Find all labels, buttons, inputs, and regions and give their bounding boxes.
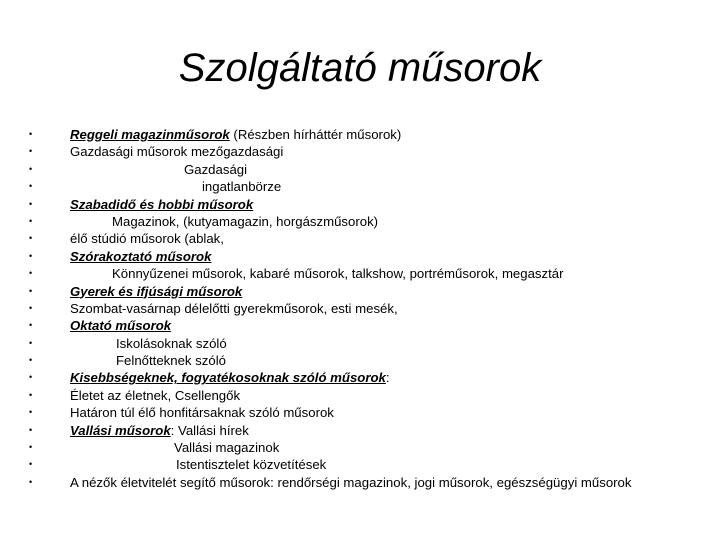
list-item bbox=[0, 456, 720, 473]
list-item-text bbox=[70, 265, 564, 282]
list-item-label: : bbox=[385, 370, 390, 386]
list-item-text bbox=[70, 143, 283, 160]
bullet-icon: • bbox=[29, 355, 33, 366]
list-item-text bbox=[70, 283, 242, 300]
bullet-icon: • bbox=[29, 181, 33, 192]
list-item-text bbox=[70, 126, 401, 143]
list-item-label: Magazinok, (kutyamagazin, horgászműsorok) bbox=[112, 213, 379, 229]
list-item-text bbox=[70, 300, 398, 317]
bullet-icon: • bbox=[29, 302, 33, 313]
list-item-label: Könnyűzenei műsorok, kabaré műsorok, talkshow, portréműsorok, megasztár bbox=[112, 266, 564, 282]
bullet-icon: • bbox=[29, 407, 33, 418]
list-item bbox=[0, 213, 720, 230]
category-heading: Szórakoztató műsorok bbox=[70, 248, 212, 264]
list-item bbox=[0, 143, 720, 160]
list-item bbox=[0, 317, 720, 334]
list-item bbox=[0, 439, 720, 456]
list-item-label: Életet az életnek, Csellengők bbox=[70, 387, 241, 403]
list-item bbox=[0, 404, 720, 421]
list-item-text bbox=[70, 196, 253, 213]
list-item-text bbox=[70, 230, 224, 247]
list-item-label: Gazdasági műsorok mezőgazdasági bbox=[70, 144, 284, 160]
list-item bbox=[0, 352, 720, 369]
list-item-label: ingatlanbörze bbox=[202, 179, 282, 195]
list-item-label: Gazdasági bbox=[184, 161, 248, 177]
list-item-text bbox=[70, 474, 632, 491]
list-item bbox=[0, 422, 720, 439]
bullet-icon: • bbox=[29, 198, 33, 209]
list-item bbox=[0, 196, 720, 213]
bullet-icon: • bbox=[29, 389, 33, 400]
bullet-icon: • bbox=[29, 215, 33, 226]
list-item bbox=[0, 126, 720, 143]
bullet-icon: • bbox=[29, 146, 33, 157]
list-item bbox=[0, 283, 720, 300]
bullet-icon: • bbox=[29, 442, 33, 453]
category-heading: Kisebbségeknek, fogyatékosoknak szóló műsorok bbox=[70, 370, 386, 386]
list-item-text bbox=[70, 369, 390, 386]
list-item-text bbox=[70, 178, 281, 195]
bullet-icon: • bbox=[29, 285, 33, 296]
list-item-text bbox=[70, 161, 247, 178]
bullet-icon: • bbox=[29, 250, 33, 261]
list-item-text bbox=[70, 335, 227, 352]
list-item-label: Szombat-vasárnap délelőtti gyerekműsorok, esti mesék, bbox=[70, 300, 398, 316]
list-item-label: Istentisztelet közvetítések bbox=[176, 457, 327, 473]
category-heading: Reggeli magazinműsorok bbox=[70, 127, 230, 142]
list-item-label: Felnőtteknek szóló bbox=[116, 353, 226, 369]
list-item-label: (Részben hírháttér műsorok) bbox=[229, 127, 402, 142]
bullet-icon: • bbox=[29, 129, 33, 139]
list-item-text bbox=[70, 422, 249, 439]
program-list bbox=[0, 126, 720, 491]
slide-title: Szolgáltató műsorok bbox=[178, 46, 542, 90]
list-item-text bbox=[70, 404, 334, 421]
bullet-icon: • bbox=[29, 337, 33, 348]
list-item bbox=[0, 161, 720, 178]
list-item bbox=[0, 230, 720, 247]
list-item-label: Határon túl élő honfitársaknak szóló műsorok bbox=[70, 405, 334, 421]
list-item bbox=[0, 248, 720, 265]
bullet-icon: • bbox=[29, 268, 33, 279]
list-item-label: Vallási magazinok bbox=[174, 440, 280, 456]
list-item-text bbox=[70, 387, 240, 404]
list-item-label: : Vallási hírek bbox=[170, 422, 249, 438]
list-item-text bbox=[70, 213, 378, 230]
category-heading: Vallási műsorok bbox=[70, 422, 171, 438]
list-item-label: A nézők életvitelét segítő műsorok: rendőrségi magazinok, jogi műsorok, egészségügyi műsorok bbox=[70, 474, 632, 490]
list-item-text bbox=[70, 456, 326, 473]
list-item bbox=[0, 474, 720, 491]
category-heading: Szabadidő és hobbi műsorok bbox=[70, 196, 254, 212]
list-item-text bbox=[70, 248, 211, 265]
list-item bbox=[0, 369, 720, 386]
bullet-icon: • bbox=[29, 320, 33, 331]
list-item-text bbox=[70, 439, 279, 456]
list-item-text bbox=[70, 317, 171, 334]
bullet-icon: • bbox=[29, 372, 33, 383]
category-heading: Gyerek és ifjúsági műsorok bbox=[70, 283, 243, 299]
list-item bbox=[0, 178, 720, 195]
bullet-icon: • bbox=[29, 163, 33, 174]
bullet-icon: • bbox=[29, 424, 33, 435]
bullet-icon: • bbox=[29, 233, 33, 244]
list-item bbox=[0, 265, 720, 282]
list-item-label: élő stúdió műsorok (ablak, bbox=[70, 231, 224, 247]
bullet-icon: • bbox=[29, 476, 33, 487]
list-item-label: Iskolásoknak szóló bbox=[116, 335, 227, 351]
list-item bbox=[0, 387, 720, 404]
list-item-text bbox=[70, 352, 226, 369]
list-item bbox=[0, 300, 720, 317]
category-heading: Oktató műsorok bbox=[70, 318, 172, 334]
list-item bbox=[0, 335, 720, 352]
bullet-icon: • bbox=[29, 459, 33, 470]
